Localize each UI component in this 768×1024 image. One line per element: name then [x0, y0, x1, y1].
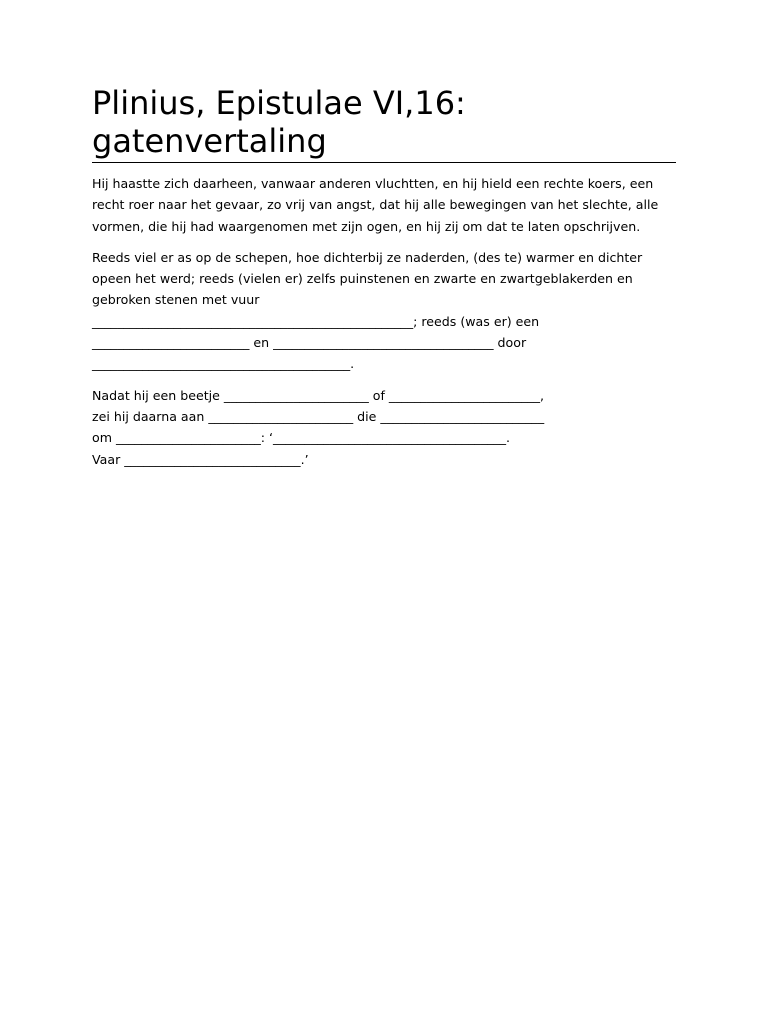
- title-line: Plinius, Epistulae VI,16:: [92, 84, 466, 122]
- text-line: Hij haastte zich daarheen, vanwaar anderen vluchtten, en hij hield een rechte koers, een: [92, 176, 654, 191]
- fill-in-line: om _______________________: ‘_____________________________________.: [92, 430, 511, 446]
- fill-in-line: zei hij daarna aan _______________________ die __________________________: [92, 408, 545, 424]
- text-line: recht roer naar het gevaar, zo vrij van angst, dat hij alle bewegingen van het slechte, alle: [92, 197, 659, 213]
- fill-in-line: ___________________________________________________; reeds (was er) een: [92, 313, 540, 329]
- fill-in-line: _________________________________________.: [92, 356, 355, 372]
- fill-in-line: Nadat hij een beetje _______________________ of ________________________,: [92, 387, 545, 403]
- page-title: [92, 84, 676, 163]
- paragraph-intro: [92, 173, 676, 237]
- fill-in-line: _________________________ en ___________________________________ door: [92, 335, 527, 351]
- paragraph-ash: [92, 247, 676, 375]
- fill-in-line: Vaar ____________________________.’: [92, 451, 309, 467]
- text-line: vormen, die hij had waargenomen met zijn ogen, en hij zij om dat te laten opschrijven.: [92, 218, 641, 234]
- paragraph-speech: [92, 385, 676, 470]
- document-page: [92, 84, 676, 470]
- text-line: opeen het werd; reeds (vielen er) zelfs puinstenen en zwarte en zwartgeblakerden en: [92, 271, 633, 287]
- text-line: Reeds viel er as op de schepen, hoe dichterbij ze naderden, (des te) warmer en dichter: [92, 249, 643, 265]
- text-line: gebroken stenen met vuur: [92, 292, 260, 308]
- title-line: gatenvertaling: [92, 122, 327, 160]
